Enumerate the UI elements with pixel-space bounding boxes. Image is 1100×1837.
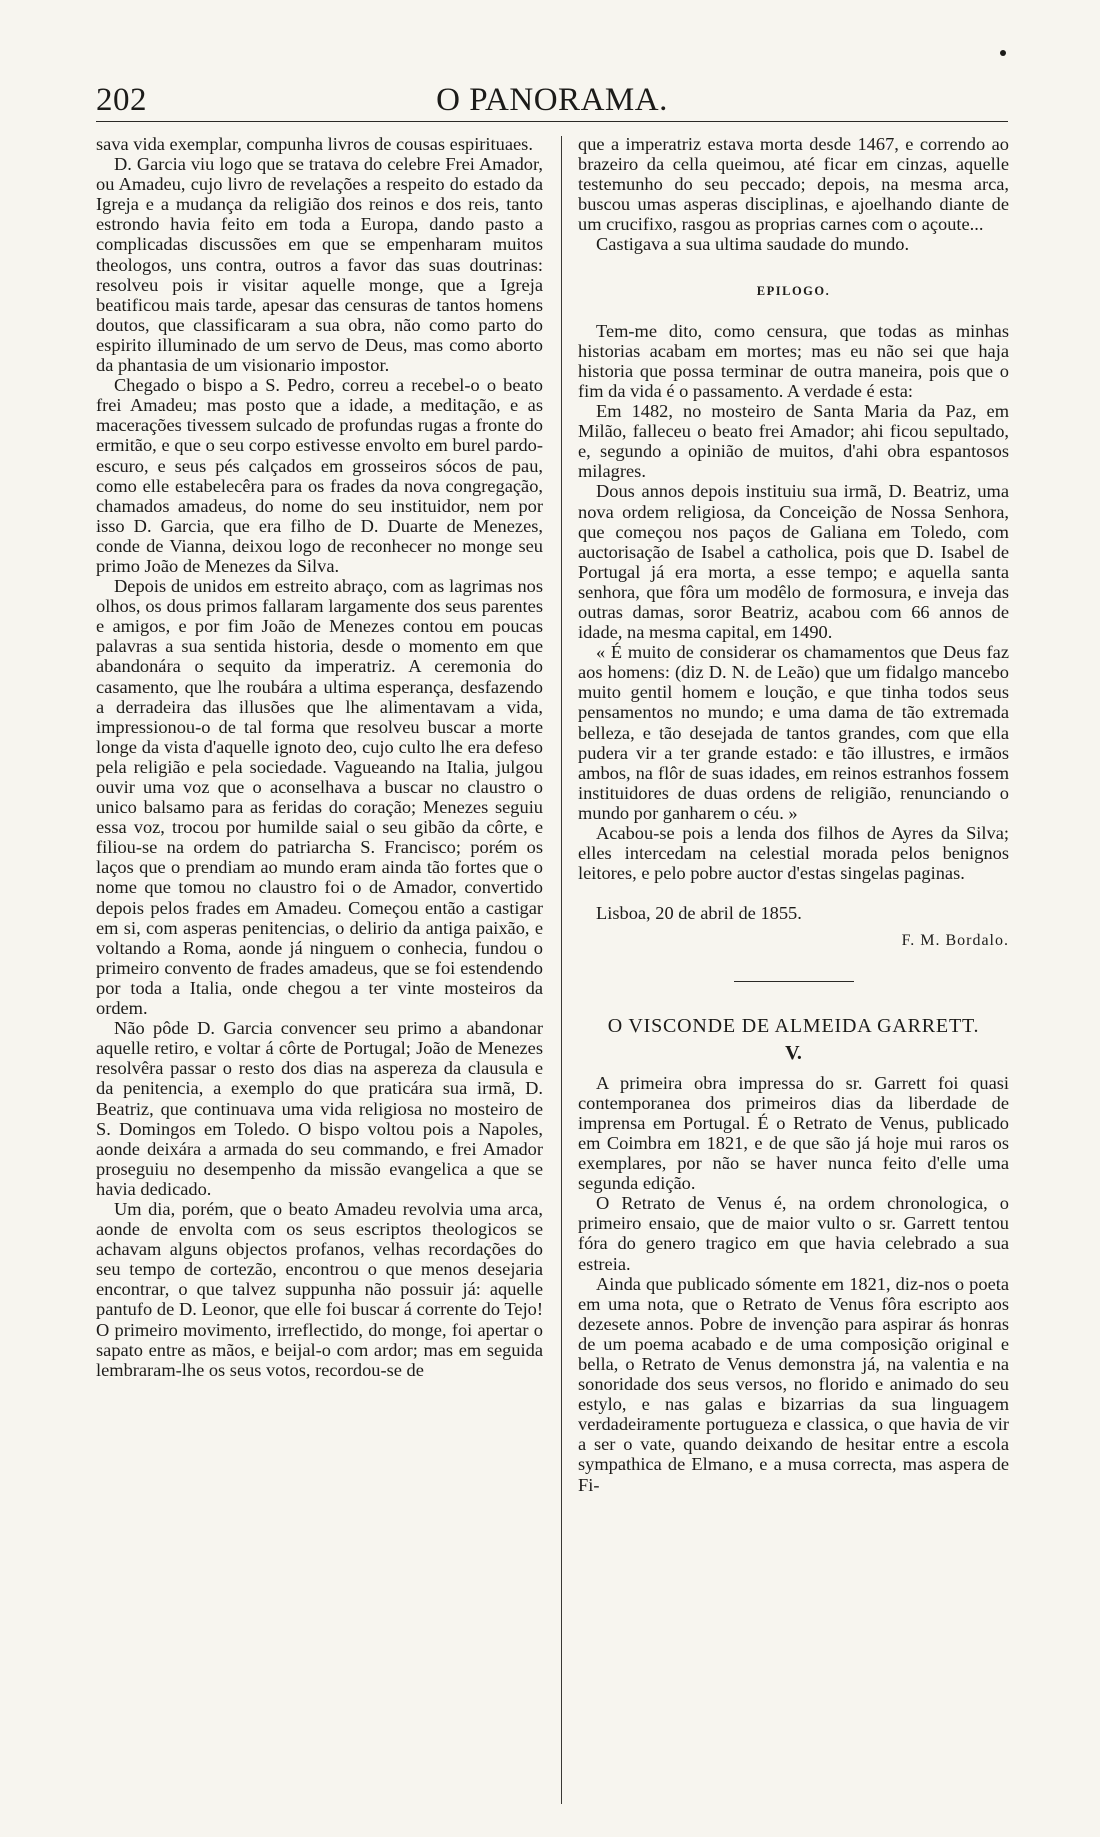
paragraph: sava vida exemplar, compunha livros de cousas espirituaes. bbox=[96, 134, 533, 154]
paragraph: Em 1482, no mosteiro de Santa Maria da Paz, em Milão, falleceu o beato frei Amador; ahi ficou sepultado, e, segundo a opinião de muitos, d'ahi obra espantosos milagres. bbox=[578, 401, 1009, 482]
article-part-number: V. bbox=[785, 1041, 802, 1064]
paragraph: Não pôde D. Garcia convencer seu primo a abandonar aquelle retiro, e voltar á côrte de Portugal; João de Menezes resolvêra passar o resto dos dias na aspereza da clausula e da penitencia, a exemplo do que praticára sua irmã, D. Beatriz, que continuava uma vida religiosa no mosteiro de S. Domingos em Toledo. O bispo voltou pois a Napoles, aonde deixára a armada do seu commando, e frei Amador proseguiu no desempenho da missão evangelica a que se havia dedicado. bbox=[96, 1018, 543, 1199]
right-column bbox=[578, 134, 1009, 1495]
paragraph: Ainda que publicado sómente em 1821, diz-nos o poeta em uma nota, que o Retrato de Venus fôra escripto aos dezesete annos. Pobre de invenção para aspirar ás honras de um poema acabado e de uma composição original e bella, o Retrato de Venus demonstra já, na valentia e na sonoridade dos seus versos, no florido e animado do seu estylo, e nas galas e bizarrias da sua linguagem verdadeiramente portugueza e classica, o que havia de vir a ser o vate, quando deixando de hesitar entre a escola sympathica de Elmano, e a musa correcta, mas aspera de Fi- bbox=[578, 1273, 1009, 1495]
page-header bbox=[96, 78, 1008, 126]
running-title: O PANORAMA. bbox=[436, 82, 668, 118]
column-divider bbox=[561, 136, 562, 1804]
paragraph: Castigava a sua ultima saudade do mundo. bbox=[596, 234, 910, 255]
left-column bbox=[96, 134, 543, 1380]
paragraph: Depois de unidos em estreito abraço, com as lagrimas nos olhos, os dous primos fallaram largamente dos seus parentes e amigos, e por fim João de Menezes contou em poucas palavras a sua sentida historia, desde o momento em que abandonára o sequito da imperatriz. A ceremonia do casamento, que lhe roubára a ultima esperança, desfazendo a derradeira das illusões que lhe alimentavam a vida, impressionou-o de tal forma que resolveu buscar a morte longe da vista d'aquelle ignoto deo, cujo culto lhe era defeso pela religião e pela sociedade. Vagueando na Italia, julgou ouvir uma voz que o aconselhava a buscar no claustro o unico balsamo para as feridas do coração; Menezes seguiu essa voz, trocou por humilde saial o seu gibão da côrte, e filiou-se na ordem do patriarcha S. Francisco; porém os laços que o prendiam ao mundo eram ainda tão fortes que o nome que tomou no claustro foi o de Amador, convertido depois pelos frades em Amadeu. Começou então a castigar em si, com asperas penitencias, o delirio da antiga paixão, e voltando a Roma, aonde já ninguem o conhecia, fundou o primeiro convento de frades amadeus, que se foi estendendo por toda a Italia, onde chegou a ter vinte mosteiros da ordem. bbox=[96, 576, 543, 1019]
paragraph: Tem-me dito, como censura, que todas as minhas historias acabam em mortes; mas eu não sei que haja historia que possa terminar de outra maneira, pois que o fim da vida é o passamento. A verdade é esta: bbox=[578, 320, 1009, 401]
paragraph: A primeira obra impressa do sr. Garrett foi quasi contemporanea dos primeiros dias da liberdade de imprensa em Portugal. É o Retrato de Venus, publicado em Coimbra em 1821, e de que são já hoje mui raros os exemplares, por não se haver nunca feito d'elle uma segunda edição. bbox=[578, 1072, 1009, 1194]
paragraph: Um dia, porém, que o beato Amadeu revolvia uma arca, aonde de envolta com os seus escriptos theologicos se achavam alguns objectos profanos, velhas recordações do seu tempo de cortezão, encontrou o que menos desejaria encontrar, o que talvez suppunha não possuir já: aquelle pantufo de D. Leonor, que elle foi buscar á corrente do Tejo! O primeiro movimento, irreflectido, do monge, foi apertar o sapato entre as mãos, e beijal-o com ardor; mas em seguida lembraram-lhe os seus votos, recordou-se de bbox=[96, 1198, 543, 1380]
article-title: O VISCONDE DE ALMEIDA GARRETT. bbox=[607, 1015, 980, 1038]
paragraph: O Retrato de Venus é, na ordem chronologica, o primeiro ensaio, que de maior vulto o sr. Garrett tentou fóra do genero tragico em que havia celebrado a sua estreia. bbox=[578, 1193, 1009, 1274]
author-signature: F. M. Bordalo. bbox=[901, 932, 1009, 950]
paragraph: Acabou-se pois a lenda dos filhos de Ayres da Silva; elles intercedam na celestial morada pelos benignos leitores, e pelo pobre auctor d'estas singelas paginas. bbox=[578, 823, 1009, 884]
paragraph: D. Garcia viu logo que se tratava do celebre Frei Amador, ou Amadeu, cujo livro de revelações a respeito do estado da Igreja e a mudança da religião dos reinos e dos reis, tanto estrondo havia feito em toda a Europa, dando pasto a complicadas discussões em que se empenharam muitos theologos, uns contra, outros a favor das suas doutrinas: resolveu pois ir visitar aquelle monge, que a Igreja beatificou mais tarde, apesar das censuras de tantos homens doutos, que classificaram a sua obra, não como parto do espirito illuminado de um servo de Deus, mas como aborto da phantasia de um visionario impostor. bbox=[96, 154, 543, 376]
dateline: Lisboa, 20 de abril de 1855. bbox=[596, 903, 802, 924]
article-separator bbox=[734, 981, 854, 982]
ink-speck bbox=[1000, 50, 1006, 56]
epilogue-heading: EPILOGO. bbox=[756, 283, 831, 298]
paragraph: « É muito de considerar os chamamentos que Deus faz aos homens: (diz D. N. de Leão) que um fidalgo mancebo muito gentil homem e loução, e que tinha todos seus pensamentos no mundo; e uma dama de tão extremada belleza, e tão desejada de tantos grandes, com que ella pudera vir a ter grande estado: e tão illustres, e irmãos ambos, na flôr de suas idades, em reinos estranhos fossem instituidores de duas ordens de religião, renunciando o mundo por ganharem o céu. » bbox=[578, 642, 1009, 823]
paragraph: que a imperatriz estava morta desde 1467, e correndo ao brazeiro da cella queimou, até ficar em cinzas, aquelle testemunho do seu peccado; depois, na mesma arca, buscou umas asperas disciplinas, e ajoelhando diante de um crucifixo, rasgou as proprias carnes com o açoute... bbox=[578, 134, 1009, 235]
paragraph: Dous annos depois instituiu sua irmã, D. Beatriz, uma nova ordem religiosa, da Conceição de Nossa Senhora, que começou nos paços de Galiana em Toledo, com auctorisação de Isabel a catholica, pois que D. Isabel de Portugal já era morta, a esse tempo; e aquella santa senhora, que fôra um modêlo de formosura, e inveja das outras damas, soror Beatriz, acabou com 66 annos de idade, na mesma capital, em 1490. bbox=[578, 481, 1009, 643]
paragraph: Chegado o bispo a S. Pedro, correu a recebel-o o beato frei Amadeu; mas posto que a idade, a meditação, e as macerações tivessem sulcado de profundas rugas a fronte do ermitão, e que o seu corpo estivesse envolto em burel pardo-escuro, e seus pés calçados em grosseiros sócos de pau, como elle estabelecêra para os frades da nova congregação, chamados amadeus, do nome do seu instituidor, nem por isso D. Garcia, que era filho de D. Duarte de Menezes, conde de Vianna, deixou logo de reconhecer no monge seu primo João de Menezes da Silva. bbox=[96, 375, 543, 576]
header-rule bbox=[96, 121, 1008, 122]
page-number: 202 bbox=[96, 82, 147, 118]
